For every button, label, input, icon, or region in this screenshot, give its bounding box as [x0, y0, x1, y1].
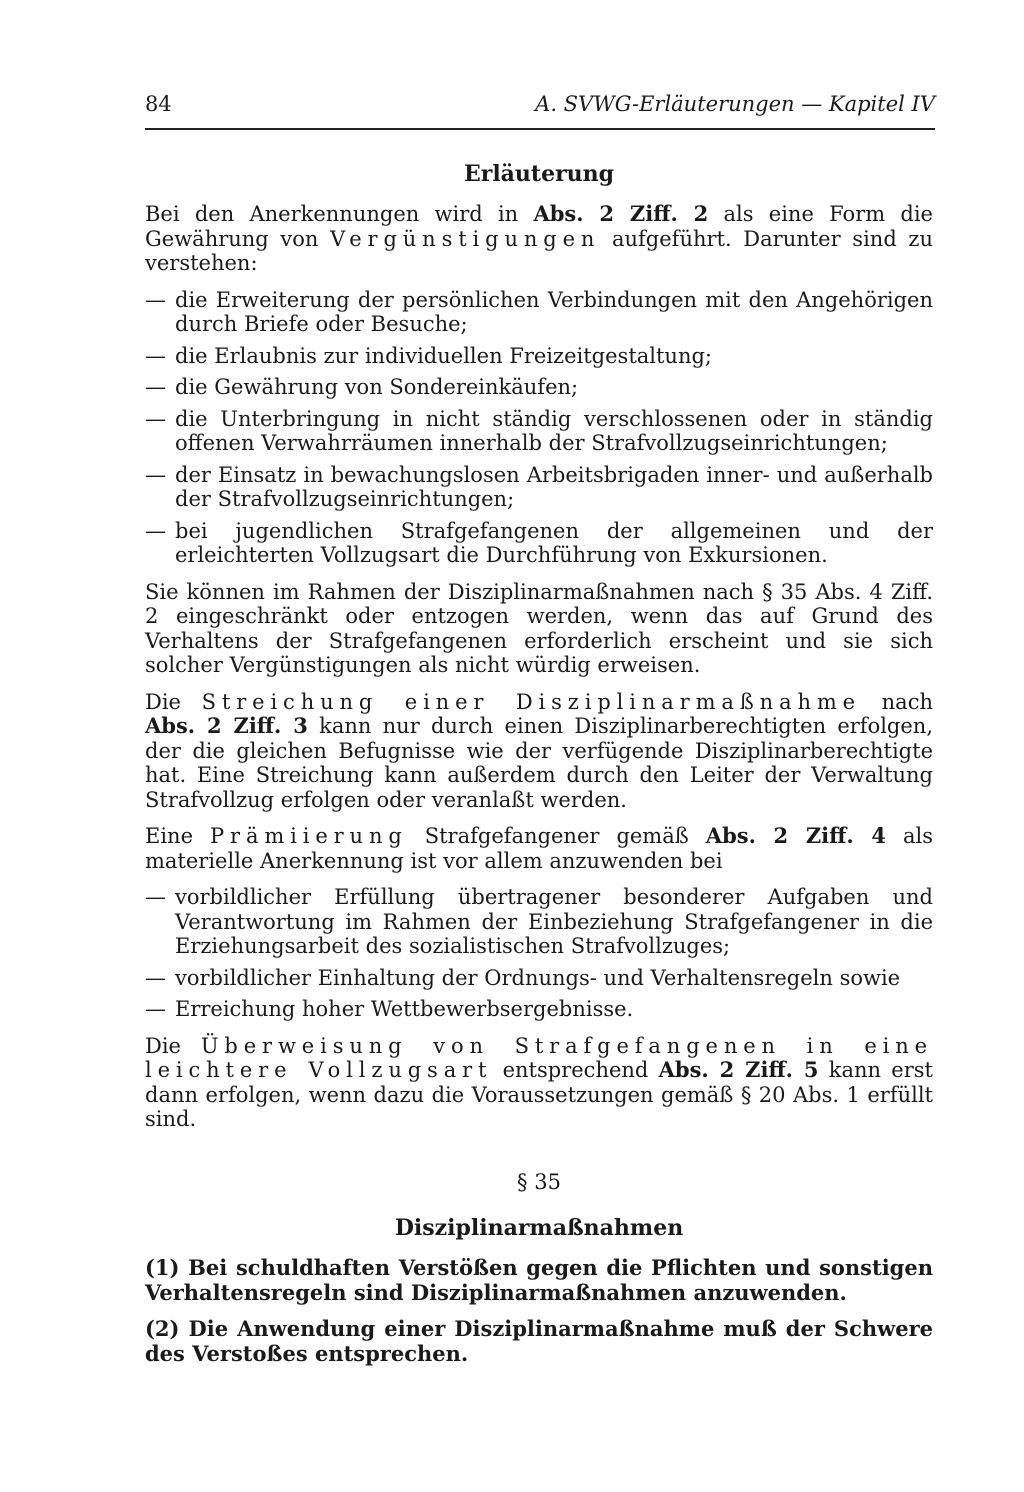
section-heading-disziplinarmassnahmen: Disziplinarmaßnahmen [394, 1215, 684, 1241]
award-reference: Abs. 2 Ziff. 4 [705, 823, 886, 848]
transfer-text-1: Die [145, 1033, 201, 1058]
list-item [145, 519, 933, 568]
intro-spaced-term: Vergünstigungen [330, 226, 601, 251]
transfer-spaced-term: Überweisung von Strafgefangenen in eine leichtere Vollzugsart [145, 1033, 933, 1082]
award-paragraph [145, 824, 933, 873]
list-item-text: vorbildlicher Erfüllung übertragener besonderer Aufgaben und Verantwortung im Rahmen der Einbeziehung Strafgefangener in die Erziehungsarbeit des sozialistischen Strafvollzuges; [175, 885, 933, 958]
cancel-spaced-term: Streichung einer Disziplinarmaßnahme [201, 689, 861, 714]
intro-text-2: als eine Form die Gewährung von [145, 202, 933, 251]
list-item-text: bei jugendlichen Strafgefangenen der allgemeinen und der erleichterten Vollzugsart die Durchführung von Exkursionen. [175, 518, 933, 567]
restriction-paragraph: Sie können im Rahmen der Disziplinarmaßnahmen nach § 35 Abs. 4 Ziff. 2 eingeschränkt oder entzogen werden, wenn das auf Grund des Verhaltens der Strafgefangenen erforderlich erscheint und sie sich solcher Vergünstigungen als nicht würdig erweisen. [145, 579, 933, 677]
list-item [145, 344, 933, 369]
award-text-2: Strafgefangener gemäß [407, 824, 706, 848]
list-item-text: die Erlaubnis zur individuellen Freizeitgestaltung; [175, 343, 712, 368]
award-spaced-term: Prämiierung [210, 824, 408, 848]
list-item [145, 375, 933, 400]
transfer-reference: Abs. 2 Ziff. 5 [658, 1057, 819, 1082]
dash-marker: — [145, 462, 166, 487]
page-number: 84 [145, 92, 172, 116]
list-item [145, 407, 933, 456]
dash-marker: — [145, 406, 166, 431]
page-body [145, 160, 933, 1378]
page-header [145, 88, 935, 130]
list-item-text: die Unterbringung in nicht ständig verschlossenen oder in ständig offenen Verwahrräumen innerhalb der Strafvollzugseinrichtungen; [175, 406, 933, 455]
cancellation-paragraph [145, 690, 933, 813]
intro-paragraph [145, 202, 933, 276]
transfer-text-3: kann erst dann erfolgen, wenn dazu die Voraussetzungen gemäß § 20 Abs. 1 erfüllt sind. [145, 1058, 933, 1131]
dash-marker: — [145, 375, 166, 399]
dash-marker: — [145, 343, 166, 368]
award-text-1: Eine [145, 824, 211, 848]
law-clause-1: (1) Bei schuldhaften Verstößen gegen die Pflichten und sonstigen Verhaltensregeln sind Disziplinarmaßnahmen anzuwenden. [145, 1255, 933, 1305]
cancel-text-2: nach [861, 689, 933, 714]
cancel-text-3: kann nur durch einen Disziplinarberechtigten erfolgen, der die gleichen Befugnisse wie der verfügende Disziplinarberechtigte hat. Eine Streichung kann außerdem durch den Leiter der Verwaltung Strafvollzug erfolgen oder veranlaßt werden. [145, 714, 934, 812]
dash-marker: — [145, 885, 166, 909]
dash-marker: — [145, 965, 166, 990]
benefits-list [145, 288, 933, 568]
list-item [145, 463, 933, 512]
list-item [145, 288, 933, 337]
list-item-text: der Einsatz in bewachungslosen Arbeitsbrigaden inner- und außerhalb der Strafvollzugseinrichtungen; [175, 462, 933, 511]
list-item [145, 885, 933, 959]
law-text [145, 1256, 933, 1366]
list-item [145, 997, 933, 1022]
transfer-paragraph [145, 1034, 933, 1132]
transfer-text-2: entsprechend [492, 1058, 659, 1082]
intro-reference: Abs. 2 Ziff. 2 [533, 201, 709, 226]
dash-marker: — [145, 287, 166, 312]
list-item [145, 966, 933, 991]
cancel-text-1: Die [145, 689, 202, 714]
intro-text-1: Bei den Anerkennungen wird in [145, 202, 534, 226]
paragraph-sign: § 35 [517, 1169, 561, 1194]
list-item-text: Erreichung hoher Wettbewerbsergebnisse. [175, 997, 634, 1021]
award-list [145, 885, 933, 1022]
list-item-text: vorbildlicher Einhaltung der Ordnungs- und Verhaltensregeln sowie [175, 965, 901, 990]
section-heading-erlaeuterung: Erläuterung [463, 161, 615, 187]
list-item-text: die Erweiterung der persönlichen Verbindungen mit den Angehörigen durch Briefe oder Besuche; [175, 287, 933, 336]
cancel-reference: Abs. 2 Ziff. 3 [145, 713, 308, 738]
list-item-text: die Gewährung von Sondereinkäufen; [175, 375, 579, 399]
intro-text-3: aufgeführt. Darunter sind zu verstehen: [145, 226, 934, 275]
running-title: A. SVWG-Erläuterungen — Kapitel IV [535, 92, 935, 116]
award-text-3: als materielle Anerkennung ist vor allem anzuwenden bei [145, 824, 933, 873]
dash-marker: — [145, 997, 166, 1021]
dash-marker: — [145, 518, 166, 543]
law-clause-2: (2) Die Anwendung einer Disziplinarmaßnahme muß der Schwere des Verstoßes entsprechen. [145, 1316, 933, 1366]
